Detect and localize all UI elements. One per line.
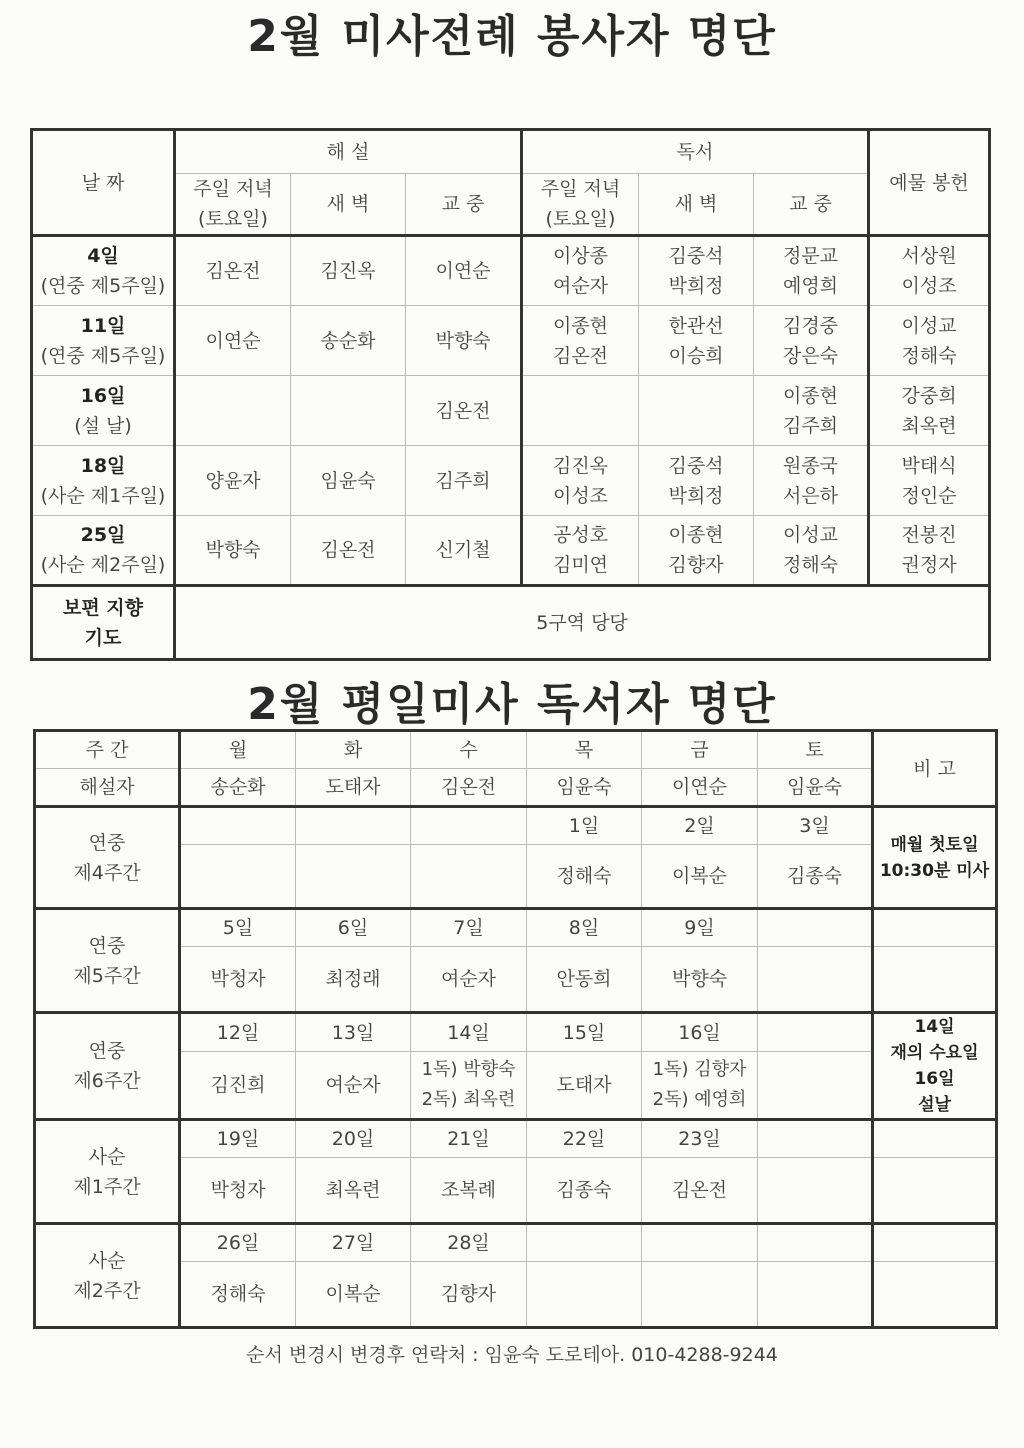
header-reading-noon: 교 중 bbox=[754, 174, 869, 236]
commentary-sat-eve: 김온전 bbox=[175, 236, 291, 306]
commentator-cell: 송순화 bbox=[180, 769, 296, 807]
reader-cell: 김종숙 bbox=[758, 845, 873, 909]
note-cell bbox=[873, 947, 997, 1013]
date-cell bbox=[527, 1224, 642, 1262]
header-reading-dawn: 새 벽 bbox=[639, 174, 754, 236]
reader-cell: 김향자 bbox=[411, 1262, 527, 1328]
reading-noon: 이종현 김주희 bbox=[754, 376, 869, 446]
date-cell: 13일 bbox=[296, 1013, 411, 1052]
date-cell bbox=[758, 1120, 873, 1158]
week-label: 연중 제5주간 bbox=[35, 909, 180, 1013]
reading-noon: 원종국 서은하 bbox=[754, 446, 869, 516]
date-cell: 12일 bbox=[180, 1013, 296, 1052]
reader-cell: 정해숙 bbox=[527, 845, 642, 909]
sunday-row bbox=[32, 516, 990, 586]
week-label: 사순 제2주간 bbox=[35, 1224, 180, 1328]
reader-cell bbox=[180, 845, 296, 909]
date-cell: 16일 (설 날) bbox=[32, 376, 175, 446]
date-cell: 27일 bbox=[296, 1224, 411, 1262]
reading-dawn: 김중석 박희정 bbox=[639, 446, 754, 516]
date-cell: 11일 (연중 제5주일) bbox=[32, 306, 175, 376]
reader-cell: 박청자 bbox=[180, 1158, 296, 1224]
week-label: 연중 제4주간 bbox=[35, 807, 180, 909]
commentary-sat-eve bbox=[175, 376, 291, 446]
header-week: 주 간 bbox=[35, 731, 180, 769]
reader-cell: 여순자 bbox=[411, 947, 527, 1013]
date-cell bbox=[758, 1224, 873, 1262]
header-reading-sat-eve: 주일 저녁 (토요일) bbox=[522, 174, 639, 236]
date-cell: 22일 bbox=[527, 1120, 642, 1158]
note-cell: 14일 재의 수요일 16일 설날 bbox=[873, 1013, 997, 1120]
commentary-sat-eve: 박향숙 bbox=[175, 516, 291, 586]
date-cell: 2일 bbox=[642, 807, 758, 845]
date-cell bbox=[758, 1013, 873, 1052]
reader-cell: 1독) 김향자 2독) 예영희 bbox=[642, 1052, 758, 1120]
date-cell: 18일 (사순 제1주일) bbox=[32, 446, 175, 516]
header-dawn: 새 벽 bbox=[291, 174, 406, 236]
commentary-dawn bbox=[291, 376, 406, 446]
date-cell: 6일 bbox=[296, 909, 411, 947]
reader-cell: 도태자 bbox=[527, 1052, 642, 1120]
header-day: 화 bbox=[296, 731, 411, 769]
note-cell bbox=[873, 1262, 997, 1328]
header-sat-eve: 주일 저녁 (토요일) bbox=[175, 174, 291, 236]
date-cell: 21일 bbox=[411, 1120, 527, 1158]
date-cell: 9일 bbox=[642, 909, 758, 947]
note-cell: 매월 첫토일 10:30분 미사 bbox=[873, 807, 997, 909]
sunday-row bbox=[32, 376, 990, 446]
commentator-cell: 임윤숙 bbox=[758, 769, 873, 807]
reading-sat-eve: 김진옥 이성조 bbox=[522, 446, 639, 516]
commentary-noon: 이연순 bbox=[406, 236, 522, 306]
weekday-roster-table bbox=[33, 729, 998, 1329]
reader-cell bbox=[296, 845, 411, 909]
page-title: 2월 미사전례 봉사자 명단 bbox=[247, 11, 777, 62]
reader-cell: 조복례 bbox=[411, 1158, 527, 1224]
commentary-sat-eve: 양윤자 bbox=[175, 446, 291, 516]
date-cell bbox=[180, 807, 296, 845]
offering-cell: 이성교 정해숙 bbox=[869, 306, 990, 376]
contact-footer: 순서 변경시 변경후 연락처 : 임윤숙 도로테아. 010-4288-9244 bbox=[246, 1344, 778, 1366]
offering-cell: 강중희 최옥련 bbox=[869, 376, 990, 446]
reader-cell bbox=[642, 1262, 758, 1328]
reader-cell: 최옥련 bbox=[296, 1158, 411, 1224]
commentary-sat-eve: 이연순 bbox=[175, 306, 291, 376]
date-cell: 19일 bbox=[180, 1120, 296, 1158]
header-commentator: 해설자 bbox=[35, 769, 180, 807]
header-note: 비 고 bbox=[873, 731, 997, 807]
commentator-cell: 김온전 bbox=[411, 769, 527, 807]
sunday-row bbox=[32, 236, 990, 306]
reader-cell: 여순자 bbox=[296, 1052, 411, 1120]
date-cell: 28일 bbox=[411, 1224, 527, 1262]
date-cell: 26일 bbox=[180, 1224, 296, 1262]
reader-cell: 안동희 bbox=[527, 947, 642, 1013]
reading-dawn: 김중석 박희정 bbox=[639, 236, 754, 306]
note-cell bbox=[873, 1158, 997, 1224]
reader-cell bbox=[758, 1158, 873, 1224]
prayer-value: 5구역 당당 bbox=[175, 586, 990, 660]
date-cell: 8일 bbox=[527, 909, 642, 947]
reader-cell: 박향숙 bbox=[642, 947, 758, 1013]
header-noon: 교 중 bbox=[406, 174, 522, 236]
date-cell: 20일 bbox=[296, 1120, 411, 1158]
reading-dawn bbox=[639, 376, 754, 446]
reading-sat-eve: 공성호 김미연 bbox=[522, 516, 639, 586]
header-day: 목 bbox=[527, 731, 642, 769]
reader-cell bbox=[758, 1052, 873, 1120]
date-cell: 3일 bbox=[758, 807, 873, 845]
reader-cell: 박청자 bbox=[180, 947, 296, 1013]
commentator-cell: 임윤숙 bbox=[527, 769, 642, 807]
sunday-row bbox=[32, 446, 990, 516]
header-day: 토 bbox=[758, 731, 873, 769]
reading-dawn: 이종현 김향자 bbox=[639, 516, 754, 586]
offering-cell: 박태식 정인순 bbox=[869, 446, 990, 516]
date-cell bbox=[758, 909, 873, 947]
note-cell bbox=[873, 1224, 997, 1262]
reading-noon: 정문교 예영희 bbox=[754, 236, 869, 306]
commentary-noon: 신기철 bbox=[406, 516, 522, 586]
reading-sat-eve bbox=[522, 376, 639, 446]
sunday-row bbox=[32, 306, 990, 376]
date-cell bbox=[411, 807, 527, 845]
date-cell: 23일 bbox=[642, 1120, 758, 1158]
commentary-noon: 김주희 bbox=[406, 446, 522, 516]
week-label: 사순 제1주간 bbox=[35, 1120, 180, 1224]
commentary-noon: 김온전 bbox=[406, 376, 522, 446]
header-reading: 독서 bbox=[522, 130, 869, 174]
header-offering: 예물 봉헌 bbox=[869, 130, 990, 236]
reader-cell: 이복순 bbox=[642, 845, 758, 909]
commentator-cell: 도태자 bbox=[296, 769, 411, 807]
date-cell: 1일 bbox=[527, 807, 642, 845]
prayer-label: 보편 지향 기도 bbox=[32, 586, 175, 660]
reader-cell bbox=[411, 845, 527, 909]
reader-cell bbox=[758, 1262, 873, 1328]
reading-dawn: 한관선 이승희 bbox=[639, 306, 754, 376]
reader-cell bbox=[758, 947, 873, 1013]
reader-cell: 최정래 bbox=[296, 947, 411, 1013]
date-cell: 14일 bbox=[411, 1013, 527, 1052]
sunday-roster-table bbox=[30, 128, 991, 661]
reader-cell: 정해숙 bbox=[180, 1262, 296, 1328]
commentary-dawn: 김온전 bbox=[291, 516, 406, 586]
reader-cell bbox=[527, 1262, 642, 1328]
date-cell: 15일 bbox=[527, 1013, 642, 1052]
reader-cell: 김온전 bbox=[642, 1158, 758, 1224]
reading-noon: 김경중 장은숙 bbox=[754, 306, 869, 376]
reading-sat-eve: 이종현 김온전 bbox=[522, 306, 639, 376]
commentary-dawn: 김진옥 bbox=[291, 236, 406, 306]
reader-cell: 김종숙 bbox=[527, 1158, 642, 1224]
header-day: 금 bbox=[642, 731, 758, 769]
week-label: 연중 제6주간 bbox=[35, 1013, 180, 1120]
reader-cell: 김진희 bbox=[180, 1052, 296, 1120]
page-subtitle: 2월 평일미사 독서자 명단 bbox=[247, 679, 777, 730]
date-cell bbox=[296, 807, 411, 845]
date-cell bbox=[642, 1224, 758, 1262]
commentator-cell: 이연순 bbox=[642, 769, 758, 807]
note-cell bbox=[873, 1120, 997, 1158]
commentary-dawn: 송순화 bbox=[291, 306, 406, 376]
offering-cell: 전봉진 권정자 bbox=[869, 516, 990, 586]
date-cell: 7일 bbox=[411, 909, 527, 947]
date-cell: 16일 bbox=[642, 1013, 758, 1052]
commentary-noon: 박향숙 bbox=[406, 306, 522, 376]
reading-sat-eve: 이상종 여순자 bbox=[522, 236, 639, 306]
offering-cell: 서상원 이성조 bbox=[869, 236, 990, 306]
header-day: 수 bbox=[411, 731, 527, 769]
date-cell: 25일 (사순 제2주일) bbox=[32, 516, 175, 586]
date-cell: 5일 bbox=[180, 909, 296, 947]
header-day: 월 bbox=[180, 731, 296, 769]
note-cell bbox=[873, 909, 997, 947]
reader-cell: 이복순 bbox=[296, 1262, 411, 1328]
reader-cell: 1독) 박향숙 2독) 최옥련 bbox=[411, 1052, 527, 1120]
header-date: 날 짜 bbox=[32, 130, 175, 236]
date-cell: 4일 (연중 제5주일) bbox=[32, 236, 175, 306]
reading-noon: 이성교 정해숙 bbox=[754, 516, 869, 586]
header-commentary: 해 설 bbox=[175, 130, 522, 174]
commentary-dawn: 임윤숙 bbox=[291, 446, 406, 516]
